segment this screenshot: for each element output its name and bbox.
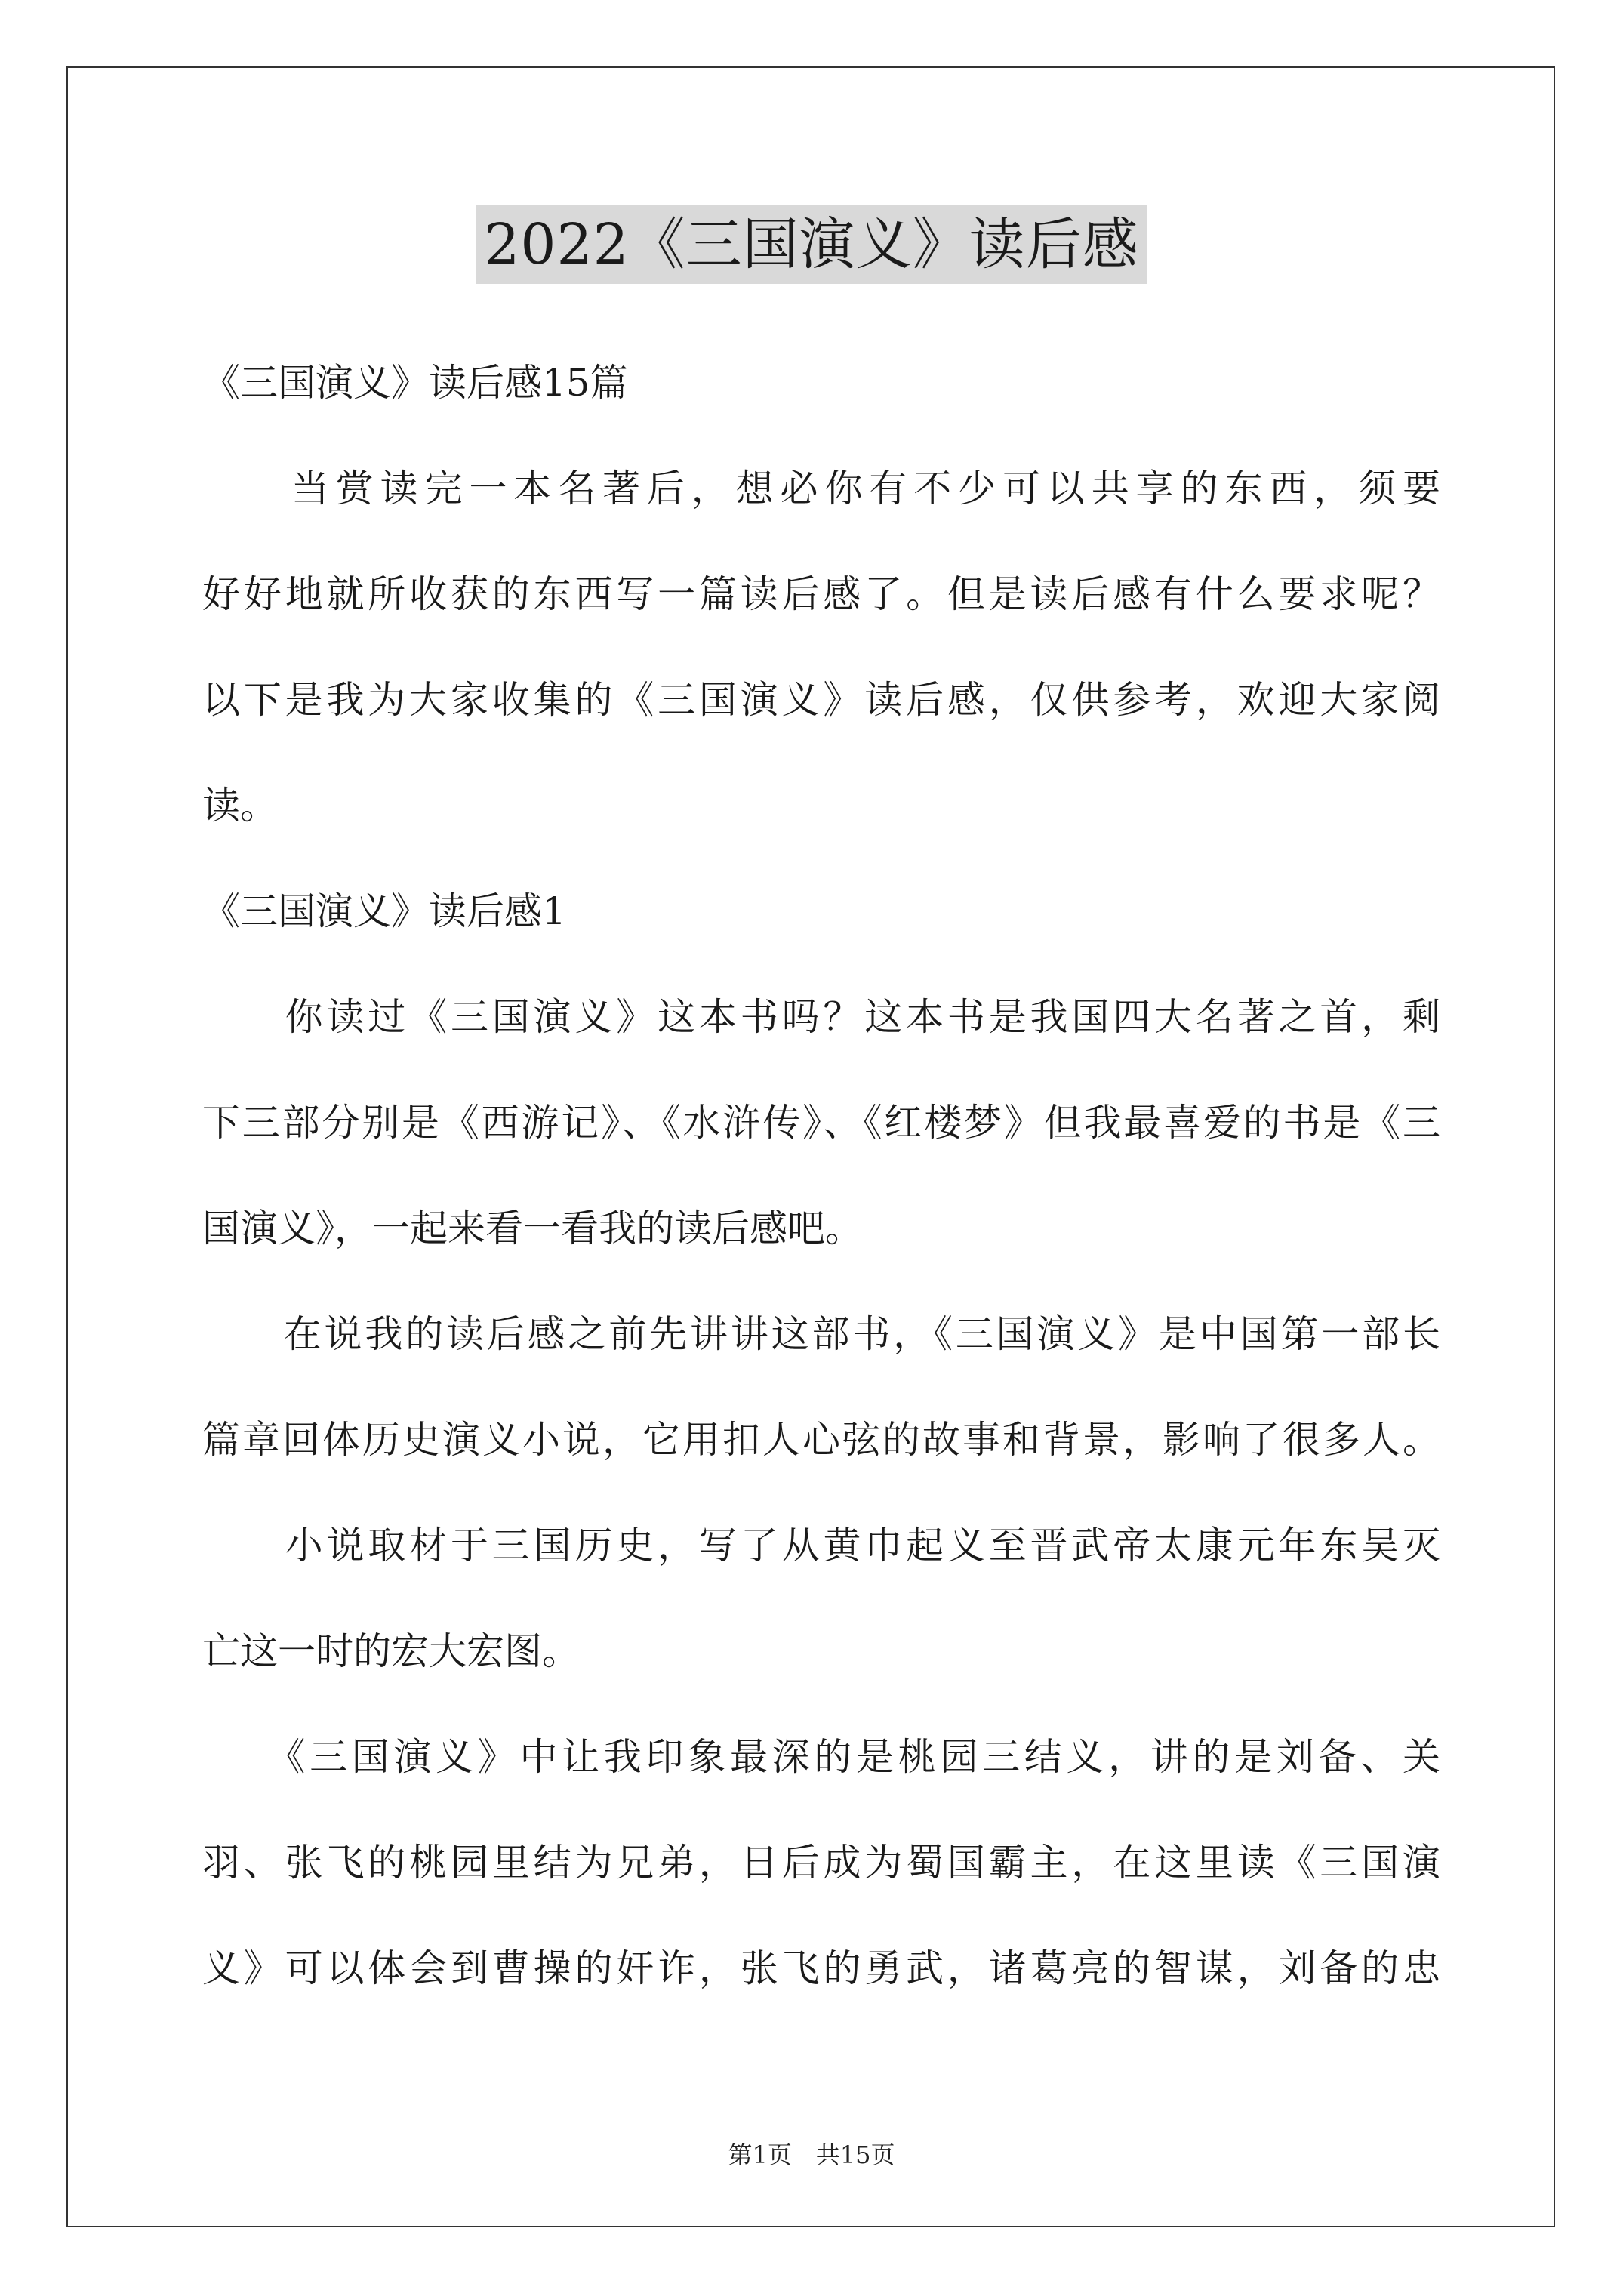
paragraph-line: 你读过《三国演义》这本书吗？这本书是我国四大名著之首，剩: [202, 995, 1440, 1039]
paragraph-line: 义》可以体会到曹操的奸诈，张飞的勇武，诸葛亮的智谋，刘备的忠: [202, 1946, 1440, 1990]
title-wrap: [0, 205, 1623, 284]
subtitle-line: 《三国演义》读后感15篇: [202, 361, 628, 405]
section-heading: 《三国演义》读后感1: [202, 889, 566, 933]
paragraph-line: 羽、张飞的桃园里结为兄弟，日后成为蜀国霸主，在这里读《三国演: [202, 1841, 1440, 1885]
paragraph-line: 读。: [202, 784, 278, 827]
paragraph-line: 篇章回体历史演义小说，它用扣人心弦的故事和背景，影响了很多人。: [202, 1418, 1440, 1462]
paragraph-line: 下三部分别是《西游记》、《水浒传》、《红楼梦》但我最喜爱的书是《三: [202, 1101, 1440, 1145]
paragraph-line: 好好地就所收获的东西写一篇读后感了。但是读后感有什么要求呢？: [202, 572, 1440, 616]
paragraph-line: 《三国演义》中让我印象最深的是桃园三结义，讲的是刘备、关: [202, 1735, 1440, 1779]
paragraph-line: 在说我的读后感之前先讲讲这部书，《三国演义》是中国第一部长: [202, 1312, 1440, 1356]
paragraph-line: 国演义》，一起来看一看我的读后感吧。: [202, 1207, 863, 1250]
paragraph-line: 亡这一时的宏大宏图。: [202, 1629, 580, 1673]
paragraph-line: 小说取材于三国历史，写了从黄巾起义至晋武帝太康元年东吴灭: [202, 1524, 1440, 1567]
paragraph-line: 以下是我为大家收集的《三国演义》读后感，仅供参考，欢迎大家阅: [202, 678, 1440, 722]
document-title: 2022《三国演义》读后感: [476, 205, 1146, 284]
paragraph-line: 当赏读完一本名著后，想必你有不少可以共享的东西，须要: [202, 467, 1440, 510]
page-footer: 第1页 共15页: [728, 2140, 895, 2169]
